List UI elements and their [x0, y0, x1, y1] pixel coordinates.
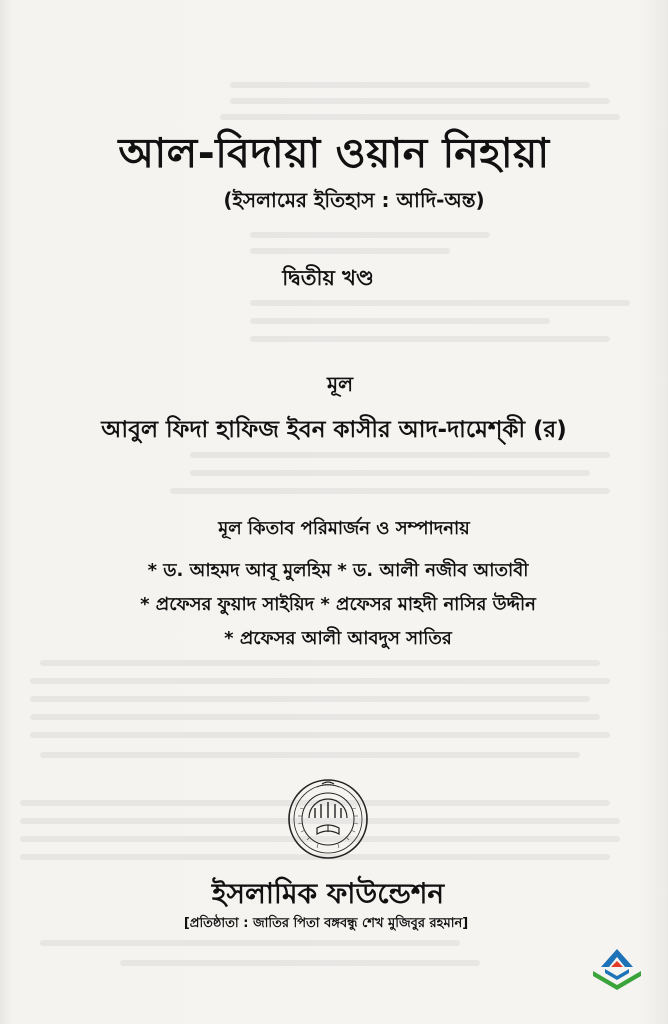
editor-line: * প্রফেসর ফুয়াদ সাইয়িদ * প্রফেসর মাহদী নাসির উদ্দীন	[140, 594, 536, 615]
volume-label: দ্বিতীয় খণ্ড	[282, 266, 374, 290]
author-name: আবুল ফিদা হাফিজ ইবন কাসীর আদ-দামেশ্কী (র)	[101, 417, 567, 443]
original-author-label: মূল	[326, 372, 353, 396]
islamic-foundation-seal-icon	[287, 778, 369, 860]
publisher-name: ইসলামিক ফাউন্ডেশন	[211, 877, 445, 910]
editor-line: * ড. আহমদ আবূ মুলহিম * ড. আলী নজীব আতাবী	[147, 560, 529, 581]
publisher-corner-logo-icon	[585, 945, 649, 991]
book-subtitle: (ইসলামের ইতিহাস : আদি-অন্ত)	[223, 188, 485, 212]
editor-line: * প্রফেসর আলী আবদুস সাতির	[224, 628, 452, 649]
book-title: আল-বিদায়া ওয়ান নিহায়া	[118, 129, 550, 177]
publisher-founder-line: [প্রতিষ্ঠাতা : জাতির পিতা বঙ্গবন্ধু শেখ মুজিবুর রহমান]	[183, 916, 469, 931]
editing-label: মূল কিতাব পরিমার্জন ও সম্পাদনায়	[218, 518, 470, 539]
